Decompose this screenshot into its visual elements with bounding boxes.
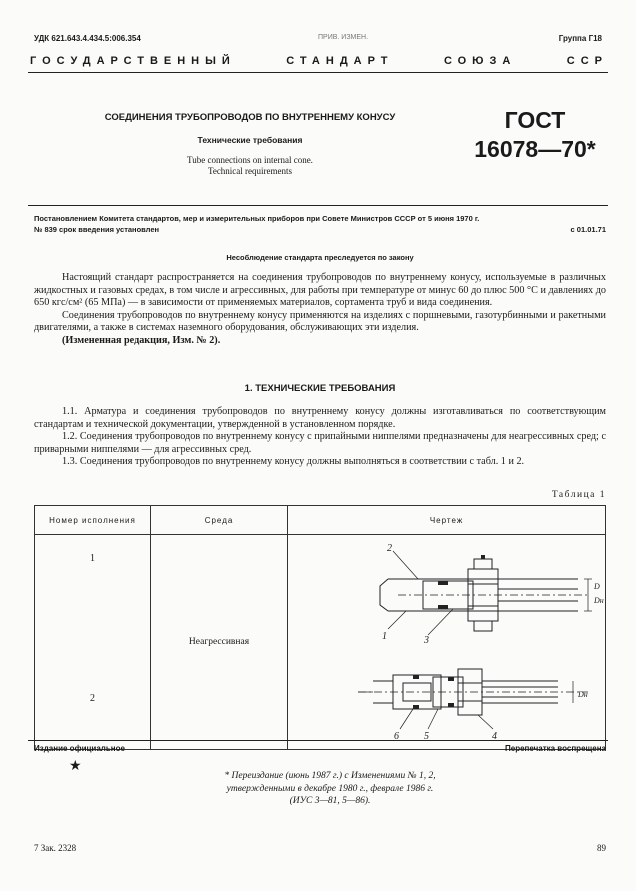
star-mark: ★ [69,759,82,774]
decree-text [34,213,606,235]
udk-code: УДК 621.643.4.434.5:006.354 [34,34,141,43]
order-number: 7 Зак. 2328 [34,843,77,853]
drawing-label: 5 [424,731,429,742]
reprint-line: (ИУС 3—81, 5—86). [289,796,371,806]
footer-rule [28,740,608,741]
variant-number: 1 [35,535,151,654]
reprint-line: утвержденными в декабре 1980 г., феврале 1986 г. [226,783,434,794]
column-header: Среда [151,506,288,535]
connection-drawing-1 [288,539,608,651]
standard-title: СОЕДИНЕНИЯ ТРУБОПРОВОДОВ ПО ВНУТРЕННЕМУ КОНУСУ [104,112,396,123]
connection-drawing-2 [288,653,608,743]
banner-word: СТАНДАРТ [286,55,394,67]
clause: 1.3. Соединения трубопроводов по внутреннему конусу должны выполняться в соответствии с табл. 1 и 2. [62,456,525,467]
law-warning: Несоблюдение стандарта преследуется по закону [226,253,414,262]
drawing-label: 2 [387,543,392,554]
column-header: Чертеж [288,506,606,535]
group-code: Группа Г18 [558,34,602,43]
paragraph: Соединения трубопроводов по внутреннему конусу применяются на изделиях с поршневыми, газотурбинными и ракетными двигателями, а также в системах наземного оборудования, обслуживающих эти изделия. [34,309,606,333]
section-text [34,406,606,469]
english-title-line: Tube connections on internal cone. [187,155,313,165]
column-header: Номер исполнения [35,506,151,535]
paragraph: Настоящий стандарт распространяется на соединения трубопроводов по внутреннему конусу, используемые в различных жидкостных и газовых средах, в том числе и агрессивных, для работы при температуре от минус 60 до плюс 500 °С и давлениях до 650 кгс/см² (65 МПа) — в зависимости от применяемых материалов, сортамента труб и вида соединения. [34,272,606,308]
decree-line: № 839 срок введения установлен [34,225,160,234]
top-rule [28,72,608,73]
drawing-label: 4 [492,731,497,742]
english-title [70,155,430,177]
gost-code: 16078—70* [474,136,596,162]
clause: 1.1. Арматура и соединения трубопроводов по внутреннему конусу должны изготавливаться по соответствующим стандартам и технической документации, утвержденной в установленном порядке. [34,406,606,430]
drawing-label: 3 [424,635,429,646]
reprint-note [180,770,480,808]
decree-line: Постановлением Комитета стандартов, мер и измерительных приборов при Совете Министров СССР от 5 июня 1970 г. [34,214,480,223]
table-caption: Таблица 1 [551,490,606,500]
medium-cell: Неагрессивная [151,535,288,750]
drawing-label: Dн [578,690,588,699]
reprint-line: * Переиздание (июнь 1987 г.) с Изменениями № 1, 2, [224,771,436,781]
clause: 1.2. Соединения трубопроводов по внутреннему конусу с припайными ниппелями предназначены для неагрессивных сред; с приварными ниппелями — для агрессивных сред. [34,431,606,455]
revision-stamp: ПРИВ. ИЗМЕН. [318,34,369,41]
variant-number: 2 [35,653,151,750]
drawing-cell [288,535,606,654]
banner-word: ГОСУДАРСТВЕННЫЙ [30,55,236,67]
standard-subtitle: Технические требования [197,135,303,145]
table-header-row [35,506,606,535]
drawing-label: 1 [382,631,387,642]
official-edition: Издание официальное [34,744,125,753]
english-title-line: Technical requirements [207,166,293,176]
effective-date: с 01.01.71 [570,225,606,234]
table-1 [34,505,606,750]
state-standard-banner [30,55,608,67]
drawing-label: D [594,582,600,591]
reprint-forbidden: Перепечатка воспрещена [505,744,606,753]
section-heading: 1. ТЕХНИЧЕСКИЕ ТРЕБОВАНИЯ [244,383,396,394]
table-row [35,535,606,654]
page-number: 89 [597,843,606,853]
drawing-cell [288,653,606,750]
banner-word: СОЮЗА [443,55,517,67]
amendment-note: (Измененная редакция, Изм. № 2). [62,334,221,346]
intro-text [34,272,606,347]
table-row [35,653,606,750]
gost-number [470,106,600,164]
drawing-label: 6 [394,731,399,742]
decree-rule [28,205,608,206]
gost-label: ГОСТ [504,107,566,133]
drawing-label: Dн [594,596,604,605]
banner-word: ССР [566,55,608,67]
